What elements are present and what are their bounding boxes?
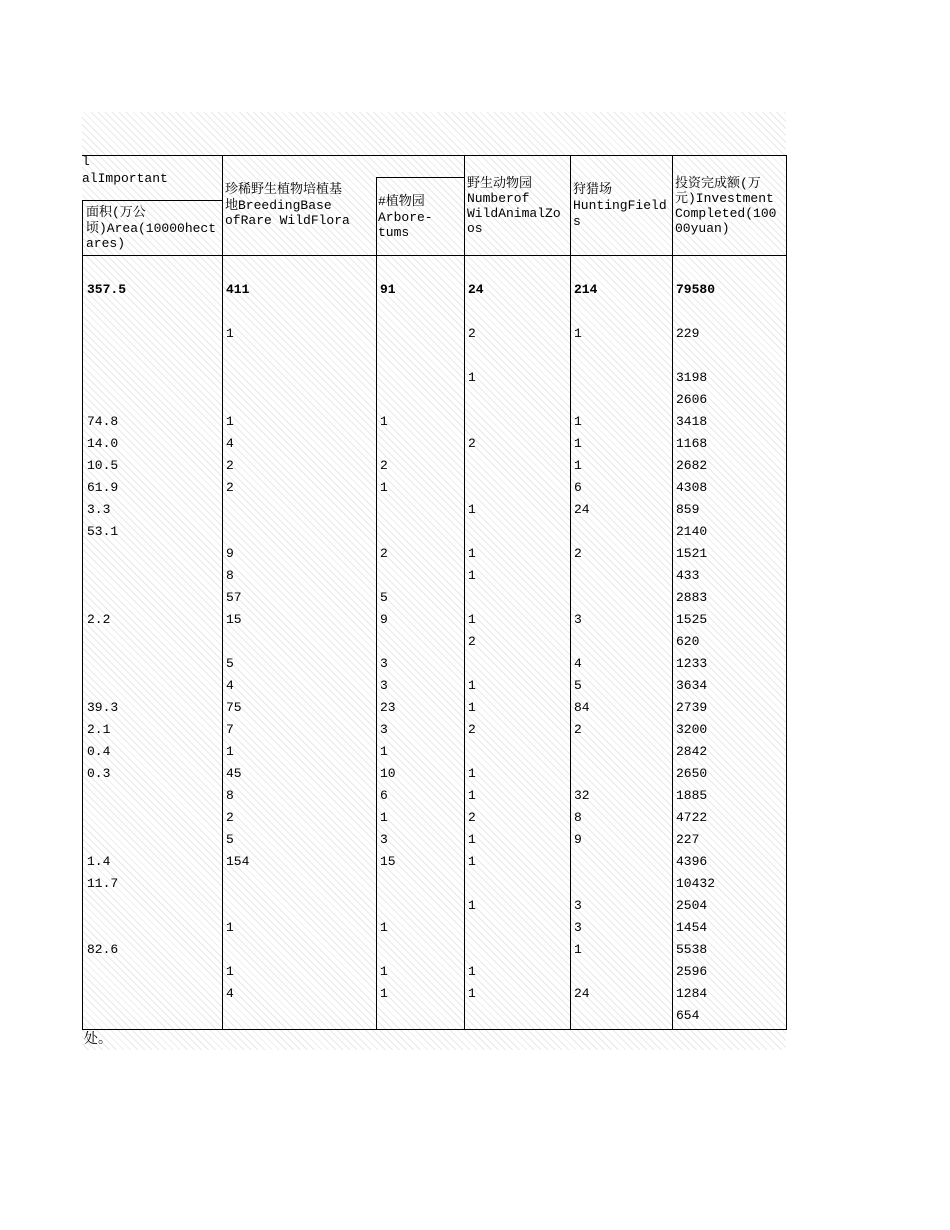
investment-cell: 2682	[676, 458, 708, 473]
breeding-base-cell: 57	[226, 590, 242, 605]
header-line: 野生动物园	[467, 176, 533, 191]
hunting-fields-cell: 6	[574, 480, 582, 495]
header-line: 00yuan)	[675, 221, 730, 236]
breeding-base-cell: 15	[226, 612, 242, 627]
breeding-base-cell: 9	[226, 546, 234, 561]
breeding-base-cell: 8	[226, 788, 234, 803]
table-row	[0, 961, 950, 983]
table-row	[0, 1005, 950, 1027]
header-line: 投资完成额(万	[675, 176, 761, 191]
table-row	[0, 499, 950, 521]
table-row	[0, 411, 950, 433]
header-wild-animal-zoos	[467, 176, 561, 236]
hunting-fields-cell: 2	[574, 546, 582, 561]
table-row	[0, 653, 950, 675]
header-line: 顷)Area(10000hect	[86, 220, 217, 236]
investment-cell: 2606	[676, 392, 708, 407]
table-row	[0, 939, 950, 961]
area-cell: 3.3	[87, 502, 111, 517]
breeding-base-cell: 8	[226, 568, 234, 583]
table-row	[0, 433, 950, 455]
area-cell: 2.2	[87, 612, 111, 627]
investment-cell: 3418	[676, 414, 708, 429]
hunting-fields-cell: 3	[574, 898, 582, 913]
table-border	[82, 1029, 787, 1030]
hunting-fields-cell: 214	[574, 282, 598, 297]
table-row	[0, 609, 950, 631]
hunting-fields-cell: 1	[574, 458, 582, 473]
breeding-base-cell: 45	[226, 766, 242, 781]
zoos-cell: 2	[468, 722, 476, 737]
arboretums-cell: 3	[380, 832, 388, 847]
area-cell: 357.5	[87, 282, 127, 297]
zoos-cell: 2	[468, 326, 476, 341]
area-cell: 10.5	[87, 458, 119, 473]
hunting-fields-cell: 24	[574, 986, 590, 1001]
area-cell: 2.1	[87, 722, 111, 737]
breeding-base-cell: 1	[226, 414, 234, 429]
breeding-base-cell: 2	[226, 458, 234, 473]
investment-cell: 1233	[676, 656, 708, 671]
zoos-cell: 2	[468, 634, 476, 649]
header-line: 面积(万公	[86, 205, 146, 220]
table-row	[0, 455, 950, 477]
table-row	[0, 851, 950, 873]
header-line: WildAnimalZo	[467, 206, 561, 221]
hunting-fields-cell: 3	[574, 612, 582, 627]
header-line: Numberof	[467, 191, 530, 206]
zoos-cell: 2	[468, 810, 476, 825]
header-line: HuntingField	[573, 198, 667, 213]
investment-cell: 2140	[676, 524, 708, 539]
table-border	[82, 155, 787, 156]
header-line: ofRare WildFlora	[225, 213, 350, 228]
hunting-fields-cell: 8	[574, 810, 582, 825]
area-cell: 39.3	[87, 700, 119, 715]
investment-cell: 859	[676, 502, 700, 517]
hunting-fields-cell: 1	[574, 326, 582, 341]
investment-cell: 433	[676, 568, 700, 583]
investment-cell: 4396	[676, 854, 708, 869]
table-row	[0, 785, 950, 807]
header-line: l	[82, 154, 90, 169]
zoos-cell: 1	[468, 370, 476, 385]
zoos-cell: 1	[468, 678, 476, 693]
total-row	[0, 279, 950, 301]
footer-note: 处。	[84, 1032, 112, 1048]
area-cell: 14.0	[87, 436, 119, 451]
investment-cell: 620	[676, 634, 700, 649]
table-row	[0, 587, 950, 609]
hunting-fields-cell: 1	[574, 942, 582, 957]
hunting-fields-cell: 32	[574, 788, 590, 803]
table-row	[0, 741, 950, 763]
hunting-fields-cell: 3	[574, 920, 582, 935]
table-border	[376, 177, 465, 178]
arboretums-cell: 9	[380, 612, 388, 627]
table-row	[0, 301, 950, 323]
investment-cell: 5538	[676, 942, 708, 957]
table-row	[0, 477, 950, 499]
table-row	[0, 763, 950, 785]
arboretums-cell: 3	[380, 656, 388, 671]
header-line: 珍稀野生植物培植基	[225, 182, 343, 197]
table-border	[82, 255, 787, 256]
breeding-base-cell: 4	[226, 436, 234, 451]
arboretums-cell: 1	[380, 920, 388, 935]
header-investment	[675, 176, 776, 236]
table-row	[0, 367, 950, 389]
hunting-fields-cell: 4	[574, 656, 582, 671]
table-row	[0, 389, 950, 411]
breeding-base-cell: 4	[226, 986, 234, 1001]
breeding-base-cell: 5	[226, 832, 234, 847]
investment-cell: 4308	[676, 480, 708, 495]
zoos-cell: 1	[468, 700, 476, 715]
table-row	[0, 697, 950, 719]
header-area-group	[82, 153, 168, 187]
table-row	[0, 873, 950, 895]
investment-cell: 1521	[676, 546, 708, 561]
investment-cell: 227	[676, 832, 700, 847]
hunting-fields-cell: 1	[574, 436, 582, 451]
hunting-fields-cell: 1	[574, 414, 582, 429]
investment-cell: 2883	[676, 590, 708, 605]
hunting-fields-cell: 9	[574, 832, 582, 847]
zoos-cell: 1	[468, 612, 476, 627]
table-row	[0, 983, 950, 1005]
table-row	[0, 323, 950, 345]
arboretums-cell: 2	[380, 458, 388, 473]
table-row	[0, 543, 950, 565]
header-arboretums	[378, 194, 433, 241]
investment-cell: 3634	[676, 678, 708, 693]
arboretums-cell: 1	[380, 414, 388, 429]
zoos-cell: 1	[468, 964, 476, 979]
area-cell: 0.4	[87, 744, 111, 759]
arboretums-cell: 10	[380, 766, 396, 781]
arboretums-cell: 1	[380, 744, 388, 759]
breeding-base-cell: 1	[226, 744, 234, 759]
investment-cell: 10432	[676, 876, 716, 891]
header-line: tums	[378, 225, 410, 240]
arboretums-cell: 1	[380, 810, 388, 825]
area-cell: 1.4	[87, 854, 111, 869]
investment-cell: 2739	[676, 700, 708, 715]
investment-cell: 1885	[676, 788, 708, 803]
header-line: 狩猎场	[573, 182, 613, 197]
table-row	[0, 521, 950, 543]
table-row	[0, 719, 950, 741]
area-cell: 82.6	[87, 942, 119, 957]
header-line: Arbore-	[378, 209, 433, 225]
investment-cell: 1525	[676, 612, 708, 627]
zoos-cell: 1	[468, 502, 476, 517]
header-line: 地BreedingBase	[225, 197, 332, 213]
arboretums-cell: 1	[380, 986, 388, 1001]
arboretums-cell: 23	[380, 700, 396, 715]
arboretums-cell: 3	[380, 678, 388, 693]
arboretums-cell: 1	[380, 964, 388, 979]
arboretums-cell: 3	[380, 722, 388, 737]
investment-cell: 2596	[676, 964, 708, 979]
table-row	[0, 895, 950, 917]
header-line: os	[467, 221, 483, 236]
zoos-cell: 1	[468, 898, 476, 913]
investment-cell: 79580	[676, 282, 716, 297]
investment-cell: 1454	[676, 920, 708, 935]
breeding-base-cell: 411	[226, 282, 250, 297]
breeding-base-cell: 7	[226, 722, 234, 737]
zoos-cell: 1	[468, 854, 476, 869]
header-hunting-fields	[573, 182, 667, 230]
arboretums-cell: 2	[380, 546, 388, 561]
table-row	[0, 631, 950, 653]
investment-cell: 3198	[676, 370, 708, 385]
breeding-base-cell: 75	[226, 700, 242, 715]
zoos-cell: 1	[468, 766, 476, 781]
area-cell: 53.1	[87, 524, 119, 539]
investment-cell: 2650	[676, 766, 708, 781]
breeding-base-cell: 2	[226, 810, 234, 825]
header-line: ares)	[86, 236, 126, 251]
table-border	[82, 200, 223, 201]
arboretums-cell: 5	[380, 590, 388, 605]
hunting-fields-cell: 84	[574, 700, 590, 715]
investment-cell: 2842	[676, 744, 708, 759]
table-row	[0, 829, 950, 851]
investment-cell: 229	[676, 326, 700, 341]
investment-cell: 1284	[676, 986, 708, 1001]
zoos-cell: 1	[468, 986, 476, 1001]
table-row	[0, 675, 950, 697]
hunting-fields-cell: 24	[574, 502, 590, 517]
breeding-base-cell: 4	[226, 678, 234, 693]
breeding-base-cell: 1	[226, 920, 234, 935]
breeding-base-cell: 1	[226, 326, 234, 341]
arboretums-cell: 15	[380, 854, 396, 869]
header-line: #植物园	[378, 194, 425, 209]
zoos-cell: 1	[468, 788, 476, 803]
area-cell: 11.7	[87, 876, 119, 891]
header-line: s	[573, 214, 581, 229]
zoos-cell: 1	[468, 546, 476, 561]
area-cell: 74.8	[87, 414, 119, 429]
breeding-base-cell: 1	[226, 964, 234, 979]
investment-cell: 1168	[676, 436, 708, 451]
zoos-cell: 2	[468, 436, 476, 451]
table-row	[0, 345, 950, 367]
hunting-fields-cell: 2	[574, 722, 582, 737]
zoos-cell: 1	[468, 568, 476, 583]
arboretums-cell: 6	[380, 788, 388, 803]
header-line: alImportant	[82, 171, 168, 186]
investment-cell: 654	[676, 1008, 700, 1023]
breeding-base-cell: 5	[226, 656, 234, 671]
header-line: Completed(100	[675, 206, 777, 221]
header-line: 元)Investment	[675, 191, 774, 206]
table-row	[0, 565, 950, 587]
hunting-fields-cell: 5	[574, 678, 582, 693]
breeding-base-cell: 2	[226, 480, 234, 495]
investment-cell: 3200	[676, 722, 708, 737]
zoos-cell: 1	[468, 832, 476, 847]
table-row	[0, 807, 950, 829]
header-breeding-base	[225, 182, 350, 229]
area-cell: 0.3	[87, 766, 111, 781]
table-row	[0, 917, 950, 939]
area-cell: 61.9	[87, 480, 119, 495]
breeding-base-cell: 154	[226, 854, 250, 869]
arboretums-cell: 1	[380, 480, 388, 495]
investment-cell: 2504	[676, 898, 708, 913]
zoos-cell: 24	[468, 282, 484, 297]
arboretums-cell: 91	[380, 282, 396, 297]
header-area	[86, 205, 216, 252]
investment-cell: 4722	[676, 810, 708, 825]
